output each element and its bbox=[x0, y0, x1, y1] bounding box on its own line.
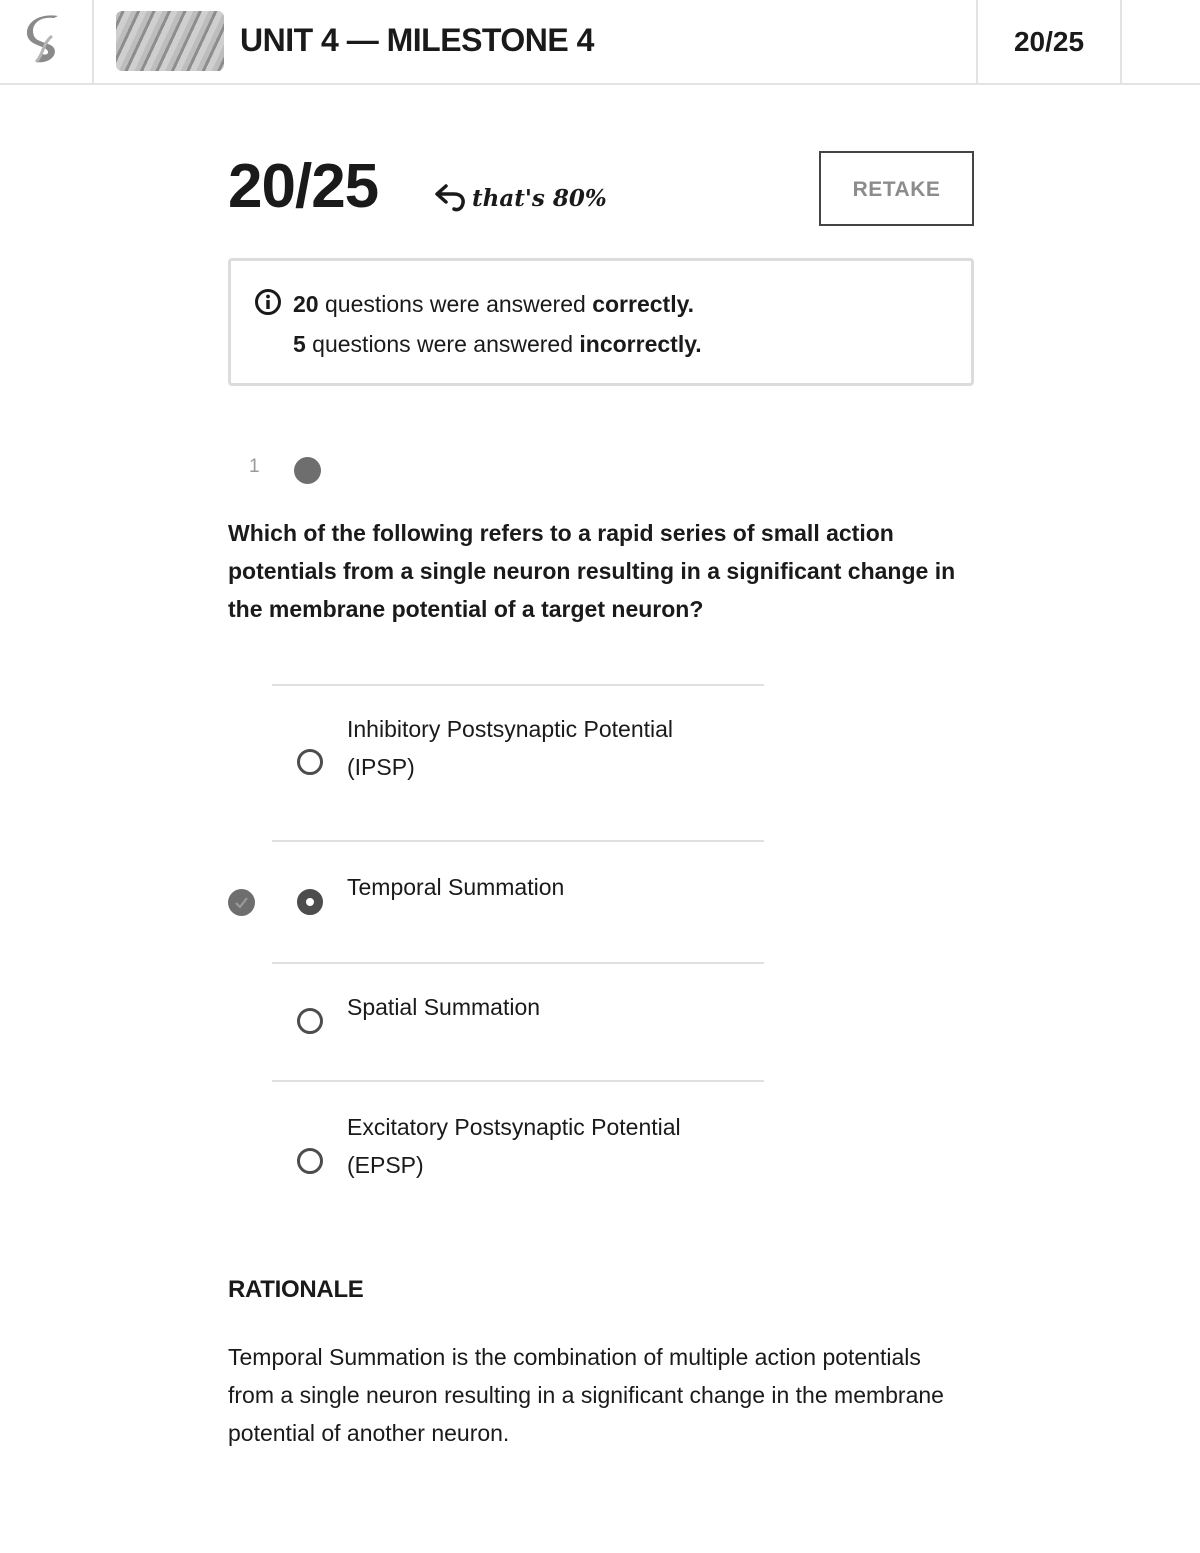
sophia-logo-icon[interactable] bbox=[24, 14, 68, 68]
question-text: Which of the following refers to a rapid series of small action potentials from a single neuron resulting in a significant change in the membrane potential of a target neuron? bbox=[228, 520, 956, 622]
rationale-heading: RATIONALE bbox=[228, 1276, 364, 1303]
incorrect-word: incorrectly. bbox=[579, 331, 702, 357]
choice-radio-3[interactable] bbox=[297, 1008, 323, 1034]
choice-label-2[interactable]: Temporal Summation bbox=[347, 874, 565, 900]
incorrect-summary bbox=[293, 331, 702, 358]
choice-label-3[interactable]: Spatial Summation bbox=[347, 994, 541, 1020]
results-summary-box bbox=[228, 258, 974, 386]
milestone-thumbnail bbox=[116, 11, 224, 71]
correct-mid-text: questions were answered bbox=[318, 291, 593, 317]
curved-arrow-icon bbox=[434, 182, 468, 212]
percent-note: that's 80% bbox=[472, 185, 607, 212]
page-title: UNIT 4 — MILESTONE 4 bbox=[240, 22, 594, 58]
incorrect-mid-text: questions were answered bbox=[305, 331, 580, 357]
question-number: 1 bbox=[249, 456, 260, 477]
correct-summary bbox=[293, 291, 694, 318]
logo-cell[interactable] bbox=[0, 0, 94, 83]
choice-divider bbox=[272, 962, 764, 964]
score-heading: 20/25 bbox=[228, 152, 379, 221]
correct-word: correctly. bbox=[592, 291, 695, 317]
correct-answer-check-icon bbox=[228, 889, 255, 916]
rationale-text: Temporal Summation is the combination of multiple action potentials from a single neuron resulting in a significant change in the membrane potential of another neuron. bbox=[228, 1344, 944, 1446]
header-score-text: 20/25 bbox=[1013, 26, 1085, 57]
info-icon bbox=[254, 288, 282, 316]
retake-button[interactable]: RETAKE bbox=[819, 151, 974, 226]
correct-count: 20 bbox=[293, 291, 319, 317]
incorrect-count: 5 bbox=[293, 331, 306, 357]
top-bar bbox=[0, 0, 1200, 85]
choice-radio-2[interactable] bbox=[297, 889, 323, 915]
choice-radio-4[interactable] bbox=[297, 1148, 323, 1174]
choice-label-4[interactable]: Excitatory Postsynaptic Potential (EPSP) bbox=[347, 1114, 681, 1178]
header-score bbox=[976, 0, 1122, 83]
choice-label-1[interactable]: Inhibitory Postsynaptic Potential (IPSP) bbox=[347, 716, 674, 780]
choice-divider bbox=[272, 684, 764, 686]
choice-divider bbox=[272, 1080, 764, 1082]
question-status-dot bbox=[294, 457, 321, 484]
choice-divider bbox=[272, 840, 764, 842]
choice-radio-1[interactable] bbox=[297, 749, 323, 775]
